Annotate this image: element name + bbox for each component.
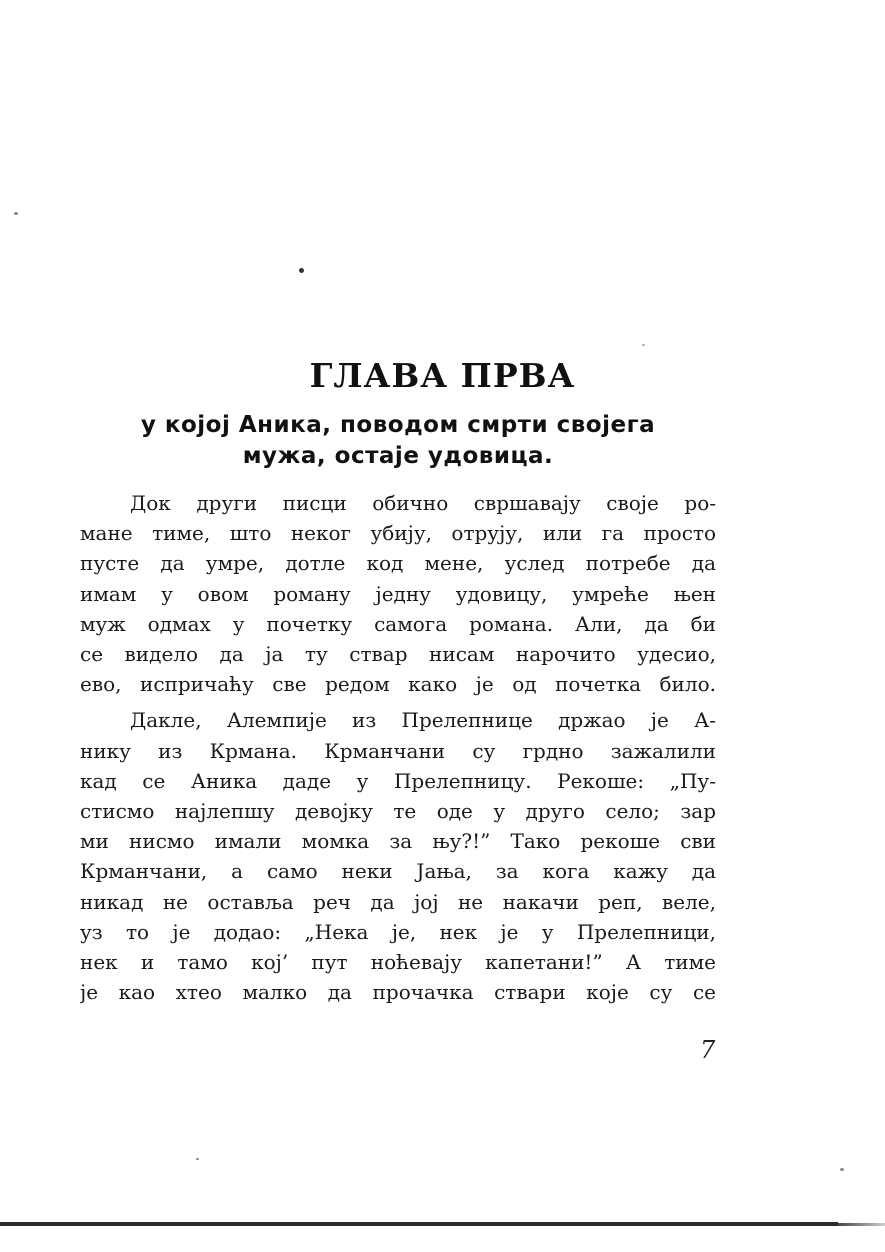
text-line: нек и тамо кој’ пут ноћевају капетани!” А тиме [80,950,716,975]
text-line: ево, испричаћу све редом како је од почетка било. [80,672,716,697]
scan-speck [840,1168,844,1171]
text-line: Крманчани, а само неки Јања, за кога кажу да [80,859,716,884]
text-line: ми нисмо имали момка за њу?!” Тако рекоше сви [80,829,716,854]
text-line: имам у овом роману једну удовицу, умреће њен [80,581,716,606]
text-line: Дакле, Алемпије из Прелепнице држао је А- [130,708,716,733]
text-line: стисмо најлепшу девојку те оде у друго село; зар [80,799,716,824]
scan-speck [14,212,18,215]
text-line: пусте да умре, дотле код мене, услед потребе да [80,551,716,576]
text-line: се видело да ја ту ствар нисам нарочито удесио, [80,642,716,667]
chapter-subtitle-line: мужа, остаје удовица. [242,443,554,469]
text-line: нику из Крмана. Крманчани су грдно зажалили [80,738,716,763]
scan-speck [299,268,304,273]
scan-speck [196,1158,199,1160]
paragraph [80,705,716,1007]
text-line: је као хтео малко да прочачка ствари које су се [80,980,716,1005]
bottom-rule [0,1222,838,1226]
chapter-title: ГЛАВА ПРВА [309,356,576,395]
text-line: никад не оставља реч да јој не накачи реп, веле, [80,889,716,914]
page-number: 7 [700,1036,716,1064]
text-line: уз то је додао: „Нека је, нек је у Прелепници, [80,919,716,944]
text-line: муж одмах у почетку самога романа. Али, да би [80,611,716,636]
text-line: Док други писци обично свршавају своје ро- [130,491,716,515]
paragraph [80,488,716,699]
body-text [80,488,716,1013]
bottom-rule-fade [838,1223,885,1226]
text-line: кад се Аника даде у Прелепницу. Рекоше: „Пу- [80,768,716,793]
chapter-subtitle [78,410,718,472]
chapter-subtitle-line: у којој Аника, поводом смрти својега [140,412,656,438]
text-line: мане тиме, што неког убију, отрују, или га просто [80,521,716,546]
scan-speck [642,344,645,346]
